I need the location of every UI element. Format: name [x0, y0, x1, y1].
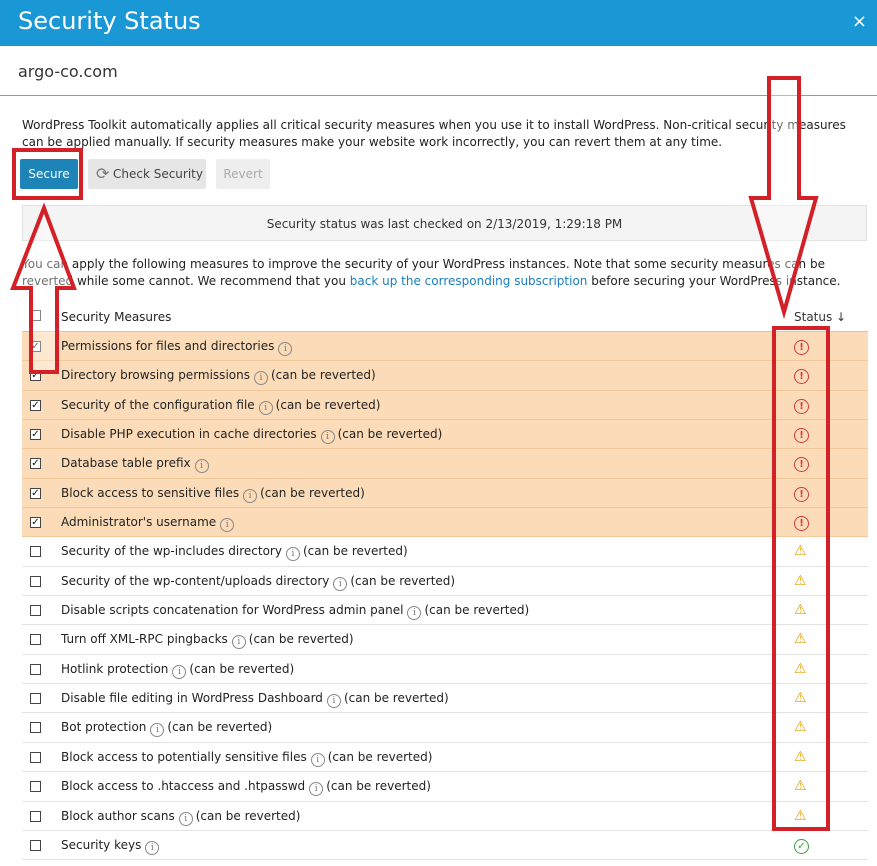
revertible-note: (can be reverted): [327, 749, 433, 764]
refresh-icon: ⟳: [96, 164, 110, 183]
revertible-note: (can be reverted): [167, 720, 273, 735]
revertible-note: (can be reverted): [248, 632, 354, 647]
revertible-note: (can be reverted): [189, 661, 295, 676]
revertible-note: (can be reverted): [326, 779, 431, 794]
measure-name: Database table prefix: [61, 456, 191, 471]
info-icon[interactable]: i: [172, 665, 186, 679]
measure-name: Block access to .htaccess and .htpasswd: [61, 779, 306, 794]
revert-button[interactable]: Revert: [216, 159, 270, 189]
info-icon[interactable]: i: [407, 606, 421, 620]
measure-name: Directory browsing permissions: [61, 368, 250, 383]
annotation-arrow-up: [13, 208, 74, 372]
info-icon[interactable]: i: [145, 841, 159, 855]
info-icon[interactable]: i: [311, 753, 325, 767]
measure-name: Security of the wp-content/uploads directory: [61, 573, 330, 588]
note-text-after: before securing your WordPress instance.: [587, 274, 841, 288]
row-checkbox[interactable]: ✓: [31, 429, 40, 441]
check-security-label: Check Security: [112, 167, 203, 181]
warning-status-icon: ⚠: [794, 807, 807, 824]
info-icon[interactable]: i: [333, 577, 347, 591]
measure-name: Block access to potentially sensitive files: [61, 749, 307, 764]
column-header-status[interactable]: Status ↓: [794, 310, 847, 324]
backup-subscription-link[interactable]: back up the corresponding subscription: [349, 274, 588, 288]
critical-status-icon: !: [794, 340, 809, 355]
measure-name: Disable scripts concatenation for WordPress admin panel: [61, 603, 404, 618]
warning-status-icon: ⚠: [794, 543, 807, 560]
info-icon[interactable]: i: [243, 489, 257, 503]
revertible-note: (can be reverted): [424, 603, 530, 618]
measure-name: Turn off XML-RPC pingbacks: [61, 632, 228, 647]
annotation-arrow-down: [751, 78, 816, 312]
measure-name: Disable PHP execution in cache directories: [61, 427, 317, 442]
info-icon[interactable]: i: [220, 518, 234, 532]
warning-status-icon: ⚠: [794, 719, 807, 736]
warning-status-icon: ⚠: [794, 631, 807, 648]
last-checked-status: Security status was last checked on 2/13/2019, 1:29:18 PM: [22, 205, 867, 241]
dialog-title: Security Status: [18, 7, 201, 35]
row-checkbox[interactable]: ✓: [31, 458, 40, 470]
info-icon[interactable]: i: [254, 371, 268, 385]
site-domain: argo-co.com: [18, 62, 118, 81]
critical-status-icon: !: [794, 487, 809, 502]
info-icon[interactable]: i: [150, 723, 164, 737]
ok-status-icon: ✓: [794, 839, 809, 854]
revertible-note: (can be reverted): [195, 808, 301, 823]
measure-name: Security of the configuration file: [61, 397, 255, 412]
measure-name: Permissions for files and directories: [61, 339, 275, 353]
secure-button[interactable]: Secure: [20, 159, 78, 189]
revertible-note: (can be reverted): [260, 485, 365, 500]
info-icon[interactable]: i: [278, 342, 292, 356]
measure-name: Hotlink protection: [61, 661, 169, 676]
measure-name: Security keys: [61, 837, 142, 852]
row-checkbox[interactable]: ✓: [31, 517, 40, 529]
critical-status-icon: !: [794, 369, 809, 384]
revertible-note: (can be reverted): [343, 691, 449, 706]
measure-name: Security of the wp-includes directory: [61, 544, 282, 559]
info-icon[interactable]: i: [195, 459, 209, 473]
critical-status-icon: !: [794, 399, 809, 414]
info-icon[interactable]: i: [321, 430, 335, 444]
revertible-note: (can be reverted): [275, 397, 381, 412]
measure-name: Administrator's username: [61, 515, 217, 530]
critical-status-icon: !: [794, 428, 809, 443]
warning-status-icon: ⚠: [794, 748, 807, 765]
warning-status-icon: ⚠: [794, 690, 807, 707]
critical-status-icon: !: [794, 457, 809, 472]
warning-status-icon: ⚠: [794, 602, 807, 619]
warning-status-icon: ⚠: [794, 660, 807, 677]
row-checkbox[interactable]: ✓: [31, 399, 40, 411]
info-icon[interactable]: i: [179, 812, 193, 826]
warning-status-icon: ⚠: [794, 778, 807, 795]
warning-status-icon: ⚠: [794, 572, 807, 589]
row-checkbox[interactable]: ✓: [31, 487, 40, 499]
row-checkbox[interactable]: ✓: [31, 370, 40, 382]
measure-name: Block access to sensitive files: [61, 485, 240, 500]
revertible-note: (can be reverted): [302, 544, 408, 559]
revertible-note: (can be reverted): [337, 427, 443, 442]
row-checkbox[interactable]: ✓: [31, 341, 40, 352]
info-icon[interactable]: i: [259, 401, 273, 415]
intro-text: WordPress Toolkit automatically applies all critical security measures when you use it to install WordPress. Non-critical security measures can be applied manually. If security measures make your website work incorrectly, you can revert them at any time.: [22, 118, 846, 149]
measure-name: Block author scans: [61, 808, 175, 823]
info-icon[interactable]: i: [286, 547, 300, 561]
revertible-note: (can be reverted): [350, 573, 456, 588]
note-text-before: You can apply the following measures to improve the security of your WordPress instances. Note that some security measures can be reverted while some cannot. We recommend that you: [22, 257, 825, 288]
info-icon[interactable]: i: [309, 782, 323, 796]
info-icon[interactable]: i: [232, 635, 246, 649]
critical-status-icon: !: [794, 516, 809, 531]
close-icon[interactable]: ×: [851, 11, 867, 32]
revertible-note: (can be reverted): [270, 368, 376, 383]
measure-name: Bot protection: [61, 720, 147, 735]
measure-name: Disable file editing in WordPress Dashboard: [61, 691, 323, 706]
info-icon[interactable]: i: [327, 694, 341, 708]
column-header-measures: Security Measures: [61, 310, 172, 324]
